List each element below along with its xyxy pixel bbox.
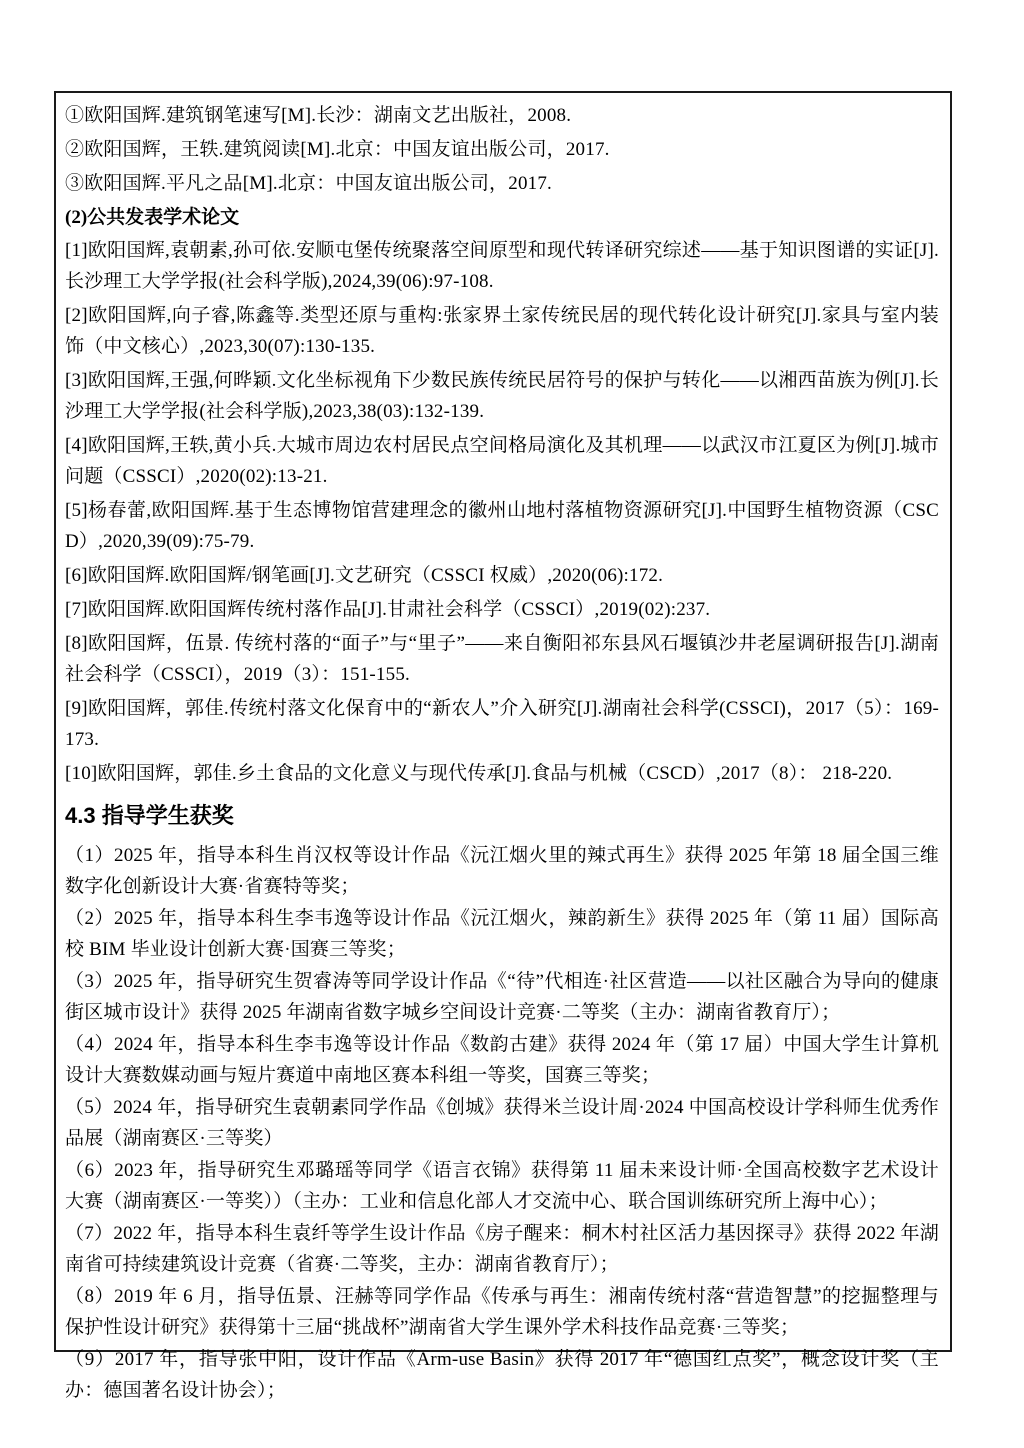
paper-reference: [7]欧阳国辉.欧阳国辉传统村落作品[J].甘肃社会科学（CSSCI）,2019(02):237. (65, 599, 711, 620)
paper-reference: [3]欧阳国辉,王强,何晔颖.文化坐标视角下少数民族传统民居符号的保护与转化——以湘西苗族为例[J].长沙理工大学学报(社会科学版),2023,38(03):132-139. (65, 370, 939, 422)
award-item: （1）2025 年，指导本科生肖汉权等设计作品《沅江烟火里的辣式再生》获得 2025 年第 18 届全国三维数字化创新设计大赛·省赛特等奖； (65, 845, 939, 897)
student-awards-list (65, 840, 939, 1406)
book-reference: ①欧阳国辉.建筑钢笔速写[M].长沙：湖南文艺出版社，2008. (65, 105, 572, 126)
award-item: （3）2025 年，指导研究生贺睿涛等同学设计作品《“待”代相连·社区营造——以社区融合为导向的健康街区城市设计》获得 2025 年湖南省数字城乡空间设计竞赛·二等奖（主办：湖南省教育厅）； (65, 971, 939, 1023)
awards-section-header: 4.3 指导学生获奖 (65, 803, 234, 828)
award-item: （7）2022 年，指导本科生袁纤等学生设计作品《房子醒来：桐木村社区活力基因探寻》获得 2022 年湖南省可持续建筑设计竞赛（省赛·二等奖，主办：湖南省教育厅）； (65, 1223, 939, 1275)
book-publications-list (65, 100, 939, 199)
award-item: （4）2024 年，指导本科生李韦逸等设计作品《数韵古建》获得 2024 年（第 17 届）中国大学生计算机设计大赛数媒动画与短片赛道中南地区赛本科组一等奖，国赛三等奖； (65, 1034, 939, 1086)
paper-publications-list (65, 235, 939, 789)
paper-reference: [6]欧阳国辉.欧阳国辉/钢笔画[J].文艺研究（CSSCI 权威）,2020(06):172. (65, 565, 664, 586)
document-table-cell (54, 91, 952, 1401)
award-item: （6）2023 年，指导研究生邓璐瑶等同学《语言衣锦》获得第 11 届未来设计师·全国高校数字艺术设计大赛（湖南赛区·一等奖））（主办：工业和信息化部人才交流中心、联合国训练研究所上海中心）； (65, 1160, 939, 1212)
book-reference: ②欧阳国辉，王轶.建筑阅读[M].北京：中国友谊出版公司，2017. (65, 139, 610, 160)
book-reference: ③欧阳国辉.平凡之品[M].北京：中国友谊出版公司，2017. (65, 173, 552, 194)
paper-reference: [4]欧阳国辉,王轶,黄小兵.大城市周边农村居民点空间格局演化及其机理——以武汉市江夏区为例[J].城市问题（CSSCI）,2020(02):13-21. (65, 435, 939, 487)
award-item: （8）2019 年 6 月，指导伍景、汪赫等同学作品《传承与再生：湘南传统村落“营造智慧”的挖掘整理与保护性设计研究》获得第十三届“挑战杯”湖南省大学生课外学术科技作品竞赛·三等奖； (65, 1286, 939, 1338)
paper-reference: [9]欧阳国辉，郭佳.传统村落文化保育中的“新农人”介入研究[J].湖南社会科学(CSSCI)，2017（5）：169-173. (65, 698, 939, 750)
paper-reference: [8]欧阳国辉，伍景. 传统村落的“面子”与“里子”——来自衡阳祁东县风石堰镇沙井老屋调研报告[J].湖南社会科学（CSSCI），2019（3）：151-155. (65, 633, 939, 685)
award-item: （5）2024 年，指导研究生袁朝素同学作品《创城》获得米兰设计周·2024 中国高校设计学科师生优秀作品展（湖南赛区·三等奖） (65, 1097, 939, 1149)
papers-section-header: (2)公共发表学术论文 (65, 207, 240, 228)
paper-reference: [2]欧阳国辉,向子睿,陈鑫等.类型还原与重构:张家界土家传统民居的现代转化设计研究[J].家具与室内装饰（中文核心）,2023,30(07):130-135. (65, 305, 939, 357)
paper-reference: [5]杨春蕾,欧阳国辉.基于生态博物馆营建理念的徽州山地村落植物资源研究[J].中国野生植物资源（CSCD）,2020,39(09):75-79. (65, 500, 939, 552)
award-item: （9）2017 年，指导张中阳，设计作品《Arm-use Basin》获得 2017 年“德国红点奖”，概念设计奖（主办：德国著名设计协会）； (65, 1349, 939, 1401)
paper-reference: [1]欧阳国辉,袁朝素,孙可依.安顺屯堡传统聚落空间原型和现代转译研究综述——基于知识图谱的实证[J].长沙理工大学学报(社会科学版),2024,39(06):97-108. (65, 240, 939, 292)
award-item: （2）2025 年，指导本科生李韦逸等设计作品《沅江烟火，辣韵新生》获得 2025 年（第 11 届）国际高校 BIM 毕业设计创新大赛·国赛三等奖； (65, 908, 939, 960)
paper-reference: [10]欧阳国辉，郭佳.乡土食品的文化意义与现代传承[J].食品与机械（CSCD）,2017（8）： 218-220. (65, 763, 893, 784)
